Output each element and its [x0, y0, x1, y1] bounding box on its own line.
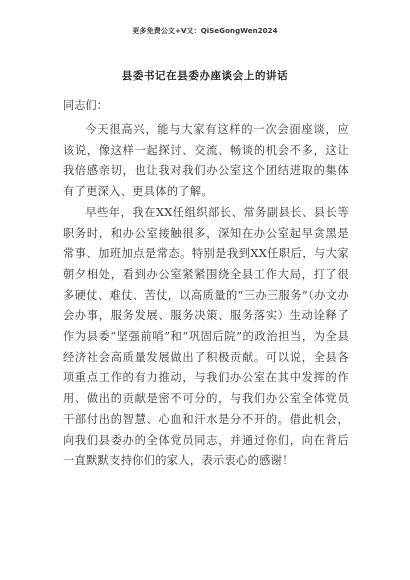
paragraph-1: 今天很高兴，能与大家有这样的一次会面座谈，应该说，像这样一起探讨、交流、畅谈的机会不多，这让我倍感亲切，也让我对我们办公室这个团结进取的集体有了更深入、更具体的了解。 [63, 123, 349, 199]
salutation: 同志们： [63, 99, 108, 112]
document-title: 县委书记在县委办座谈会上的讲话 [121, 70, 289, 82]
paragraph-2: 早些年，我在XX任组织部长、常务副县长、县长等职务时，和办公室接触很多，深知在办公室起早贪黑是常事、加班加点是常态。特别是我到XX任职后，与大家朝夕相处，看到办公室紧紧围绕全县工作大局，打了很多硬仗、难仗、苦仗，以高质量的“三办三服务”（办文办会办事，服务发展、服务决策、服务落实）生动诠释了作为县委“坚强前哨”和“巩固后院”的政治担当，为全县经济社会高质量发展做出了积极贡献。可以说，全县各项重点工作的有力推动，与我们办公室在其中发挥的作用、做出的贡献是密不可分的，与我们办公室全体党员干部付出的智慧、心血和汗水是分不开的。借此机会，向我们县委办的全体党员同志，并通过你们，向在背后一直默默支持你们的家人，表示衷心的感谢！ [63, 205, 349, 468]
header-promo-text: 更多免费公文+V又：QiSeGongWen2024 [132, 27, 278, 35]
document-body [63, 120, 349, 472]
